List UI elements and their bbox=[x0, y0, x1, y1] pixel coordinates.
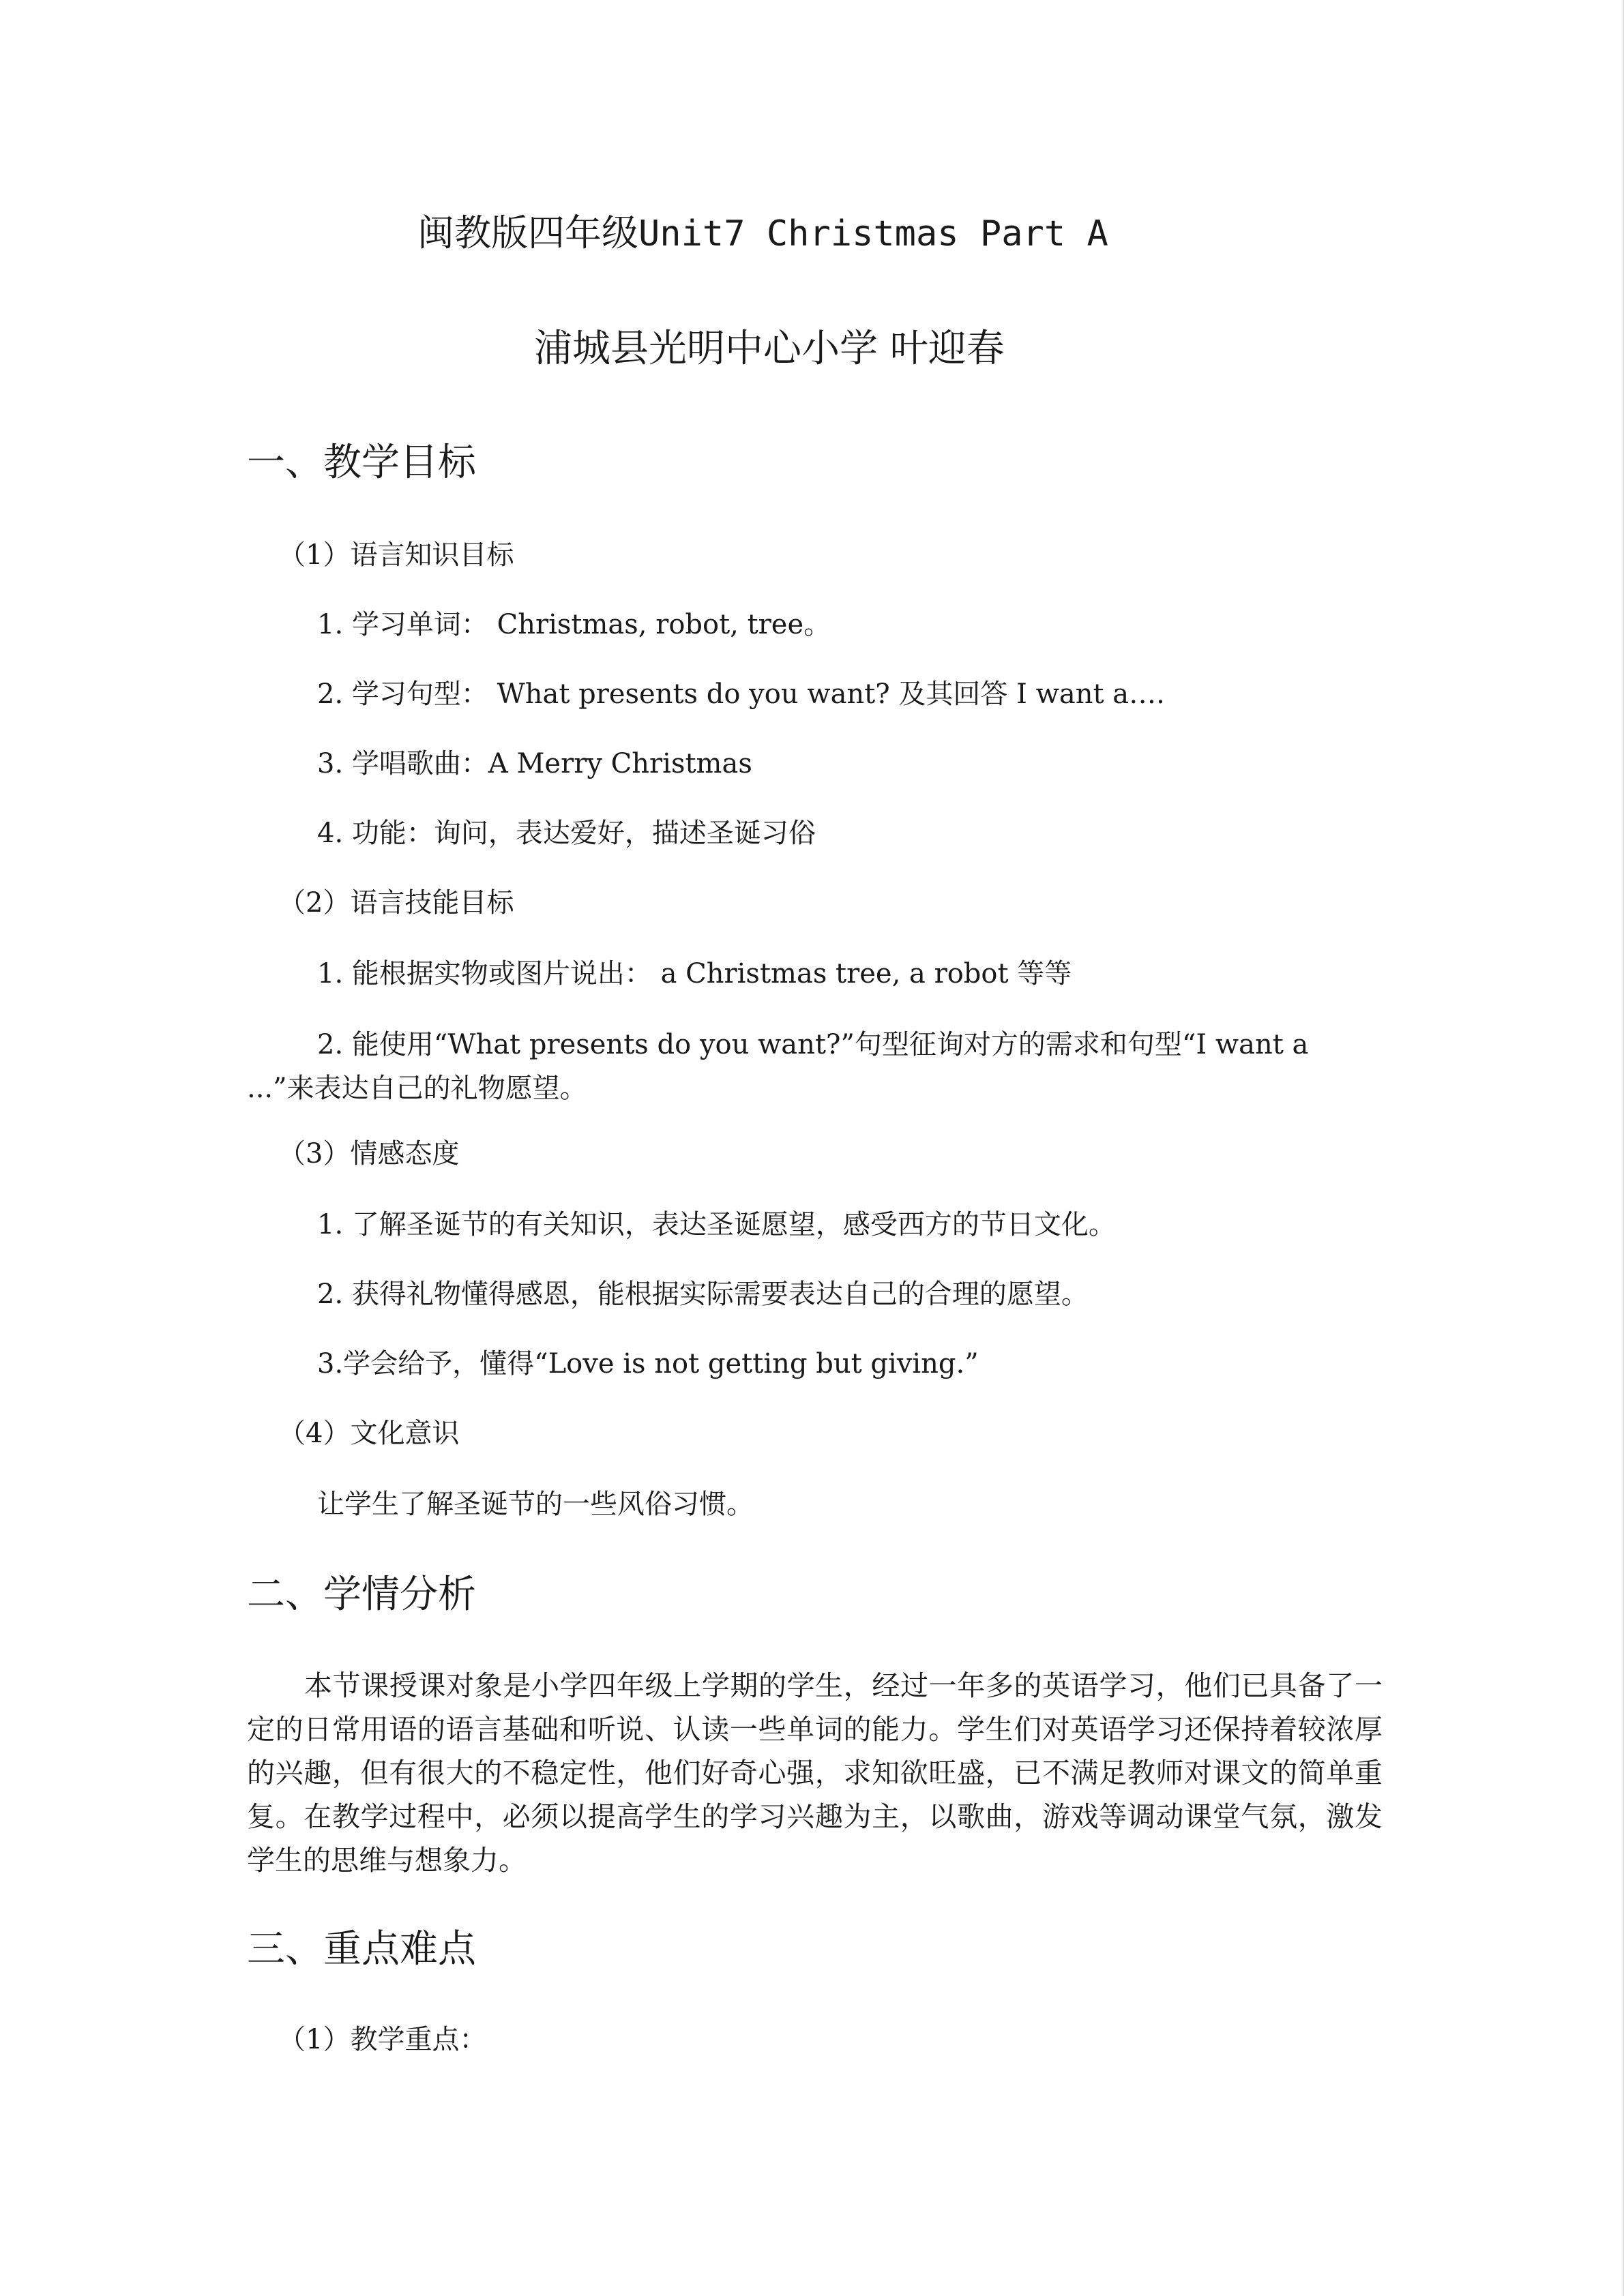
title-chinese: 闽教版四年级 bbox=[417, 211, 638, 254]
document-title bbox=[417, 211, 1108, 256]
list-item: 3. 学唱歌曲：A Merry Christmas bbox=[317, 748, 752, 779]
title-english: Unit7 Christmas Part A bbox=[638, 213, 1108, 254]
section-heading-objectives: 一、教学目标 bbox=[247, 441, 476, 485]
author-line: 浦城县光明中心小学 叶迎春 bbox=[534, 327, 1005, 371]
list-item: 让学生了解圣诞节的一些风俗习惯。 bbox=[317, 1489, 754, 1520]
subheading-emotional-attitude: （3）情感态度 bbox=[278, 1138, 460, 1169]
section-heading-key-points: 三、重点难点 bbox=[247, 1927, 476, 1971]
list-item: 3.学会给予，懂得“Love is not getting but giving.” bbox=[317, 1348, 979, 1380]
analysis-paragraph: 本节课授课对象是小学四年级上学期的学生，经过一年多的英语学习，他们已具备了一定的日常用语的语言基础和听说、认读一些单词的能力。学生们对英语学习还保持着较浓厚的兴趣，但有很大的不稳定性，他们好奇心强，求知欲旺盛，已不满足教师对课文的简单重复。在教学过程中，必须以提高学生的学习兴趣为主，以歌曲，游戏等调动课堂气氛，激发学生的思维与想象力。 bbox=[247, 1669, 1383, 1877]
subheading-language-skills: （2）语言技能目标 bbox=[278, 887, 514, 919]
list-item: 1. 了解圣诞节的有关知识，表达圣诞愿望，感受西方的节日文化。 bbox=[317, 1209, 1116, 1240]
list-item: 2. 学习句型： What presents do you want? 及其回答 I want a…. bbox=[317, 679, 1165, 710]
list-item: 1. 能根据实物或图片说出： a Christmas tree, a robot 等等 bbox=[317, 958, 1072, 989]
subheading-language-knowledge: （1）语言知识目标 bbox=[278, 539, 514, 571]
section-heading-analysis: 二、学情分析 bbox=[247, 1572, 476, 1617]
subheading-cultural-awareness: （4）文化意识 bbox=[278, 1418, 460, 1449]
list-item: 1. 学习单词： Christmas, robot, tree。 bbox=[317, 609, 831, 640]
list-item: 2. 获得礼物懂得感恩，能根据实际需要表达自己的合理的愿望。 bbox=[317, 1279, 1089, 1310]
list-item: 4. 功能：询问，表达爱好，描述圣诞习俗 bbox=[317, 818, 816, 849]
list-item-wrapped: 2. 能使用“What presents do you want?”句型征询对方的需求和句型“I want a ...”来表达自己的礼物愿望。 bbox=[247, 1029, 1309, 1104]
subheading-teaching-focus: （1）教学重点： bbox=[278, 2024, 487, 2055]
